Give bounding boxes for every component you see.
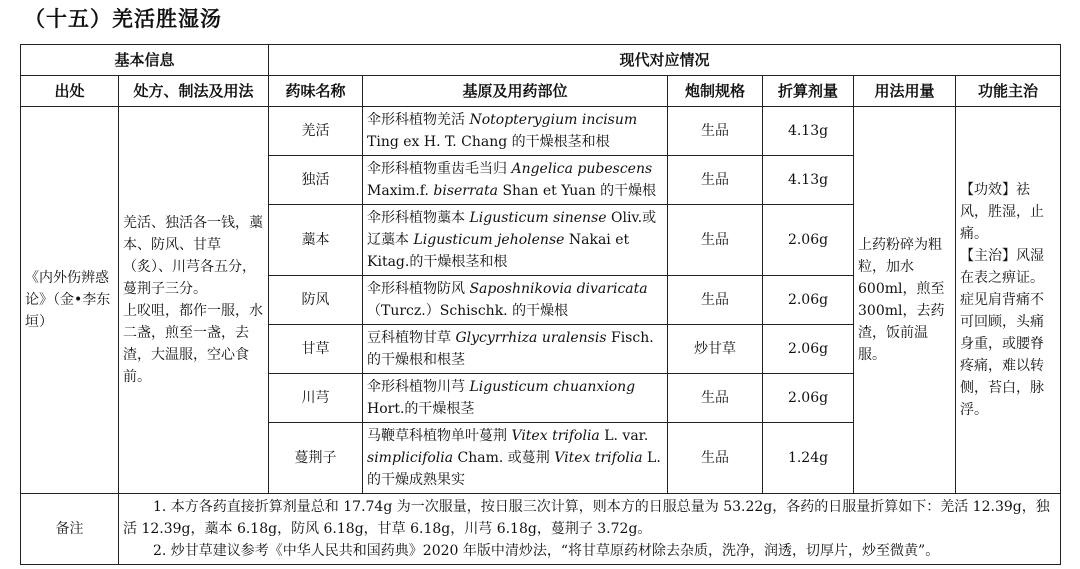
- header-function: 功能主治: [956, 76, 1061, 107]
- function-cell: 【功效】祛风，胜湿，止痛。 【主治】风湿在表之痹证。症见肩背痛不可回顾，头痛身重，或腰脊疼痛，难以转侧，苔白，脉浮。: [956, 107, 1061, 494]
- herb-name: 蔓荆子: [269, 423, 363, 494]
- herb-origin: 马鞭草科植物单叶蔓荆 Vitex trifolia L. var. simplicifolia Cham. 或蔓荆 Vitex trifolia L.的干燥成熟果实: [363, 423, 668, 494]
- notes-cell: [119, 494, 1061, 565]
- herb-dose: 2.06g: [763, 325, 854, 374]
- header-basic-info: 基本信息: [21, 45, 269, 76]
- herb-origin: 伞形科植物川芎 Ligusticum chuanxiong Hort.的干燥根茎: [363, 374, 668, 423]
- herb-dose: 4.13g: [763, 156, 854, 205]
- prescription-cell: 羌活、独活各一钱，藁本、防风、甘草（炙）、川芎各五分，蔓荆子三分。 上㕮咀，都作一服，水二盏，煎至一盏，去渣，大温服，空心食前。: [119, 107, 269, 494]
- header-origin-part: 基原及用药部位: [363, 76, 668, 107]
- herb-name: 羌活: [269, 107, 363, 156]
- herb-processing: 生品: [668, 276, 763, 325]
- herb-name: 藁本: [269, 205, 363, 276]
- header-source: 出处: [21, 76, 119, 107]
- herb-dose: 1.24g: [763, 423, 854, 494]
- herb-origin: 伞形科植物防风 Saposhnikovia divaricata（Turcz.）Schischk. 的干燥根: [363, 276, 668, 325]
- note-line: 2. 炒甘草建议参考《中华人民共和国药典》2020 年版中清炒法，“将甘草原药材除去杂质，洗净，润透，切厚片，炒至微黄”。: [153, 543, 940, 559]
- header-modern: 现代对应情况: [269, 45, 1061, 76]
- herb-origin: 伞形科植物重齿毛当归 Angelica pubescens Maxim.f. biserrata Shan et Yuan 的干燥根: [363, 156, 668, 205]
- herb-origin: 伞形科植物藁本 Ligusticum sinense Oliv.或辽藁本 Ligusticum jeholense Nakai et Kitag.的干燥根茎和根: [363, 205, 668, 276]
- herb-processing: 生品: [668, 156, 763, 205]
- header-dose: 折算剂量: [763, 76, 854, 107]
- herb-name: 防风: [269, 276, 363, 325]
- herb-processing: 生品: [668, 423, 763, 494]
- herb-origin: 伞形科植物羌活 Notopterygium incisum Ting ex H. T. Chang 的干燥根茎和根: [363, 107, 668, 156]
- page-title: （十五）羌活胜湿汤: [24, 7, 222, 31]
- herb-processing: 炒甘草: [668, 325, 763, 374]
- herb-name: 川芎: [269, 374, 363, 423]
- header-herb-name: 药味名称: [269, 76, 363, 107]
- usage-cell: 上药粉碎为粗粒，加水600ml，煎至300ml，去药渣，饭前温服。: [854, 107, 956, 494]
- herb-dose: 2.06g: [763, 374, 854, 423]
- prescription-table: [20, 44, 1061, 565]
- herb-name: 甘草: [269, 325, 363, 374]
- herb-processing: 生品: [668, 205, 763, 276]
- herb-origin: 豆科植物甘草 Glycyrrhiza uralensis Fisch.的干燥根和根茎: [363, 325, 668, 374]
- note-line: 1. 本方各药直接折算剂量总和 17.74g 为一次服量，按日服三次计算，则本方的日服总量为 53.22g，各药的日服量折算如下：羌活 12.39g，独活 12.39g，藁本 6.18g，防风 6.18g，甘草 6.18g，川芎 6.18g，蔓荆子 3.72g。: [123, 499, 1050, 537]
- herb-name: 独活: [269, 156, 363, 205]
- herb-dose: 2.06g: [763, 276, 854, 325]
- source-cell: 《内外伤辨惑论》（金•李东垣）: [21, 107, 119, 494]
- header-usage: 用法用量: [854, 76, 956, 107]
- herb-dose: 4.13g: [763, 107, 854, 156]
- header-prescription: 处方、制法及用法: [119, 76, 269, 107]
- herb-dose: 2.06g: [763, 205, 854, 276]
- header-processing: 炮制规格: [668, 76, 763, 107]
- herb-processing: 生品: [668, 107, 763, 156]
- notes-label: 备注: [21, 494, 119, 565]
- herb-processing: 生品: [668, 374, 763, 423]
